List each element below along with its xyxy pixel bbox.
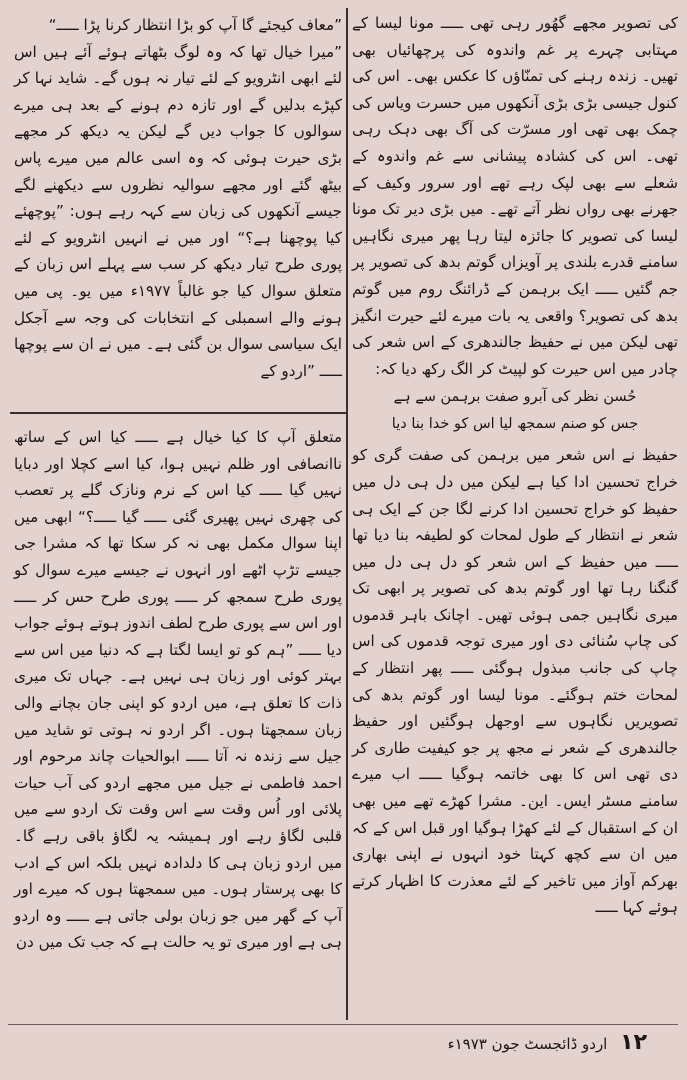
couplet [352,384,678,438]
left-top-column [14,12,342,384]
left-bottom-paragraph: متعلق آپ کا کیا خیال ہے ـــــ کیا اس کے ساتھ ناانصافی اور ظلم نہیں ہوا، کیا اسے کچلا اور دبایا نہیں گیا ـــــ کیا اس کے نرم ونازک گلے پر تعصب کی چھری نہیں پھیری گئی ـــــ گیا ـــــ؟“ ابھی میں اپنا سوال مکمل بھی نہ کر سکا تھا کہ مشرا جی جیسے تڑپ اٹھے اور انہوں نے جیسے میرے سوال کو پوری طرح سمجھ کر ـــــ پوری طرح حس کر ـــــ اور اس سے پوری طرح لطف اندوز ہوتے ہوئے جواب دیا ـــــ ”ہم کو تو ایسا لگتا ہے کہ دنیا میں اس سے بہتر کوئی اور زبان ہی نہیں ہے۔ جہاں تک میری ذات کا تعلق ہے، میں اردو کو اپنی جان بچانے والی زبان سمجھتا ہوں۔ اگر اردو نہ ہوتی تو شاید میں جیل سے زندہ نہ آتا ـــــ ابوالحیات چاند مرحوم اور احمد فاطمی نے جیل میں مجھے اردو کی آب حیات پلائی اور اُس وقت سے اس وقت تک اردو سے میں قلبی لگاؤ رہے اور ہمیشہ یہ لگاؤ باقی رہے گا۔ میں اردو زبان ہی کا دلدادہ نہیں بلکہ اس کے ادب کا بھی پرستار ہوں۔ میں سمجھتا ہوں کہ میرے اور آپ کے گھر میں جو زبان بولی جاتی ہے ـــــ وہ اردو ہی ہے اور میری تو یہ حالت ہے کہ جب تک میں دن [14,428,342,952]
couplet-line-2: جس کو صنم سمجھ لیا اس کو خدا بنا دیا [391,416,639,433]
left-bottom-column [14,424,342,956]
right-paragraph-1: کی تصویر مجھے گھُور رہی تھی ـــــ مونا لیسا کے مہتابی چہرے پر غم واندوہ کی پرچھائیاں بھی تھیں۔ زندہ رہنے کی تمنّاؤں کا عکس بھی۔ اس کی کنول جیسی بڑی بڑی آنکھوں میں حسرت ویاس کی چمک بھی تھی اور مسرّت کی آگ بھی دہک رہی تھی۔ اس کی کشادہ پیشانی سے غم واندوہ کے شعلے سے بھی لپک رہے تھے اور سرور وکیف کے جھرنے بھی رواں نظر آتے تھے۔ میں بڑی دیر تک مونا لیسا کی تصویر کا جائزہ لیتا رہا پھر میری نگاہیں سامنے قدرے بلندی پر آویزاں گوتم بدھ کی تصویر پر جم گئیں ـــــ ایک برہمن کے ڈرائنگ روم میں گوتم بدھ کی تصویر؟ واقعی یہ بات میرے لئے حیرت انگیز تھی لیکن میں نے حفیظ جالندھری کے اس شعر کی چادر میں اس حیرت کو لپیٹ کر الگ رکھ دیا کہ: [352,14,678,378]
right-paragraph-2: حفیظ نے اس شعر میں برہمن کی صفت گری کو خراج تحسین ادا کیا ہے لیکن میں دل ہی دل میں حفیظ کو خراج تحسین ادا کرنے لگا جن کے ایک ہی شعر نے انتظار کے طول لمحات کو لطیفہ بنا دیا تھا ـــــ میں حفیظ کے اس شعر کو دل ہی دل میں گنگنا رہا تھا اور گوتم بدھ کی تصویر پر ابھی تک میری نگاہیں جمی ہوئی تھیں۔ اچانک باہر قدموں کی چاپ سُنائی دی اور میری توجہ قدموں کی اس چاپ کی جانب مبذول ہوگئی ـــــ پھر انتظار کے لمحات ختم ہوگئے۔ مونا لیسا اور گوتم بدھ کی تصویریں نگاہوں سے اوجھل ہوگئیں اور حفیظ جالندھری کے شعر نے مجھ پر جو کیفیت طاری کر دی تھی اس کا بھی خاتمہ ہوگیا ـــــ اب میرے سامنے مسٹر ایس۔ این۔ مشرا کھڑے تھے میں بھی ان کے استقبال کے لئے کھڑا ہوگیا اور قبل اس کے کہ میں ان سے کچھ کہتا خود انہوں نے اپنی بھاری بھرکم آواز میں تاخیر کے لئے معذرت کا اظہار کرتے ہوئے کہا ـــــ [352,446,678,917]
left-top-paragraph: ”میرا خیال تھا کہ وہ لوگ بٹھاتے ہوئے آئے ہیں اس لئے ابھی انٹرویو کے لئے تیار نہ ہوں گے۔ شاید نہا کر کپڑے بدلیں گے اور تازہ دم ہونے کے بعد ہی میرے سوالوں کا جواب دیں گے لیکن یہ دیکھ کر مجھے بڑی حیرت ہوئی کہ وہ اسی عالم میں میرے پاس بیٹھ گئے اور مجھے سوالیہ نظروں سے دیکھنے لگے جیسے آنکھوں کی زبان سے کہہ رہے ہوں: ”پوچھئے کیا پوچھنا ہے؟“ اور میں نے انہیں انٹرویو کے لئے پوری طرح تیار دیکھ کر سب سے پہلے اس زبان کے متعلق سوال کیا جو غالباً ۱۹۷۷ء میں یو۔ پی میں ہونے والے اسمبلی کے انتخابات کی وجہ سے آجکل ایک سیاسی سوال بن گئی ہے۔ میں نے ان سے پوچھا ـــــ ”اردو کے [14,42,342,380]
right-column [352,10,678,921]
page-footer [448,1030,647,1057]
couplet-line-1: حُسن نظر کی آبرو صفت برہمن سے ہے [393,389,637,406]
magazine-issue: اردو ڈائجسٹ جون ۱۹۷۳ء [447,1035,608,1053]
column-divider [346,8,348,1020]
footer-rule [8,1024,678,1025]
page-number: ۱۲ [620,1030,647,1055]
section-divider [10,412,346,414]
left-top-quote: ”معاف کیجئے گا آپ کو بڑا انتظار کرنا پڑا ـــــ“ [48,16,342,34]
